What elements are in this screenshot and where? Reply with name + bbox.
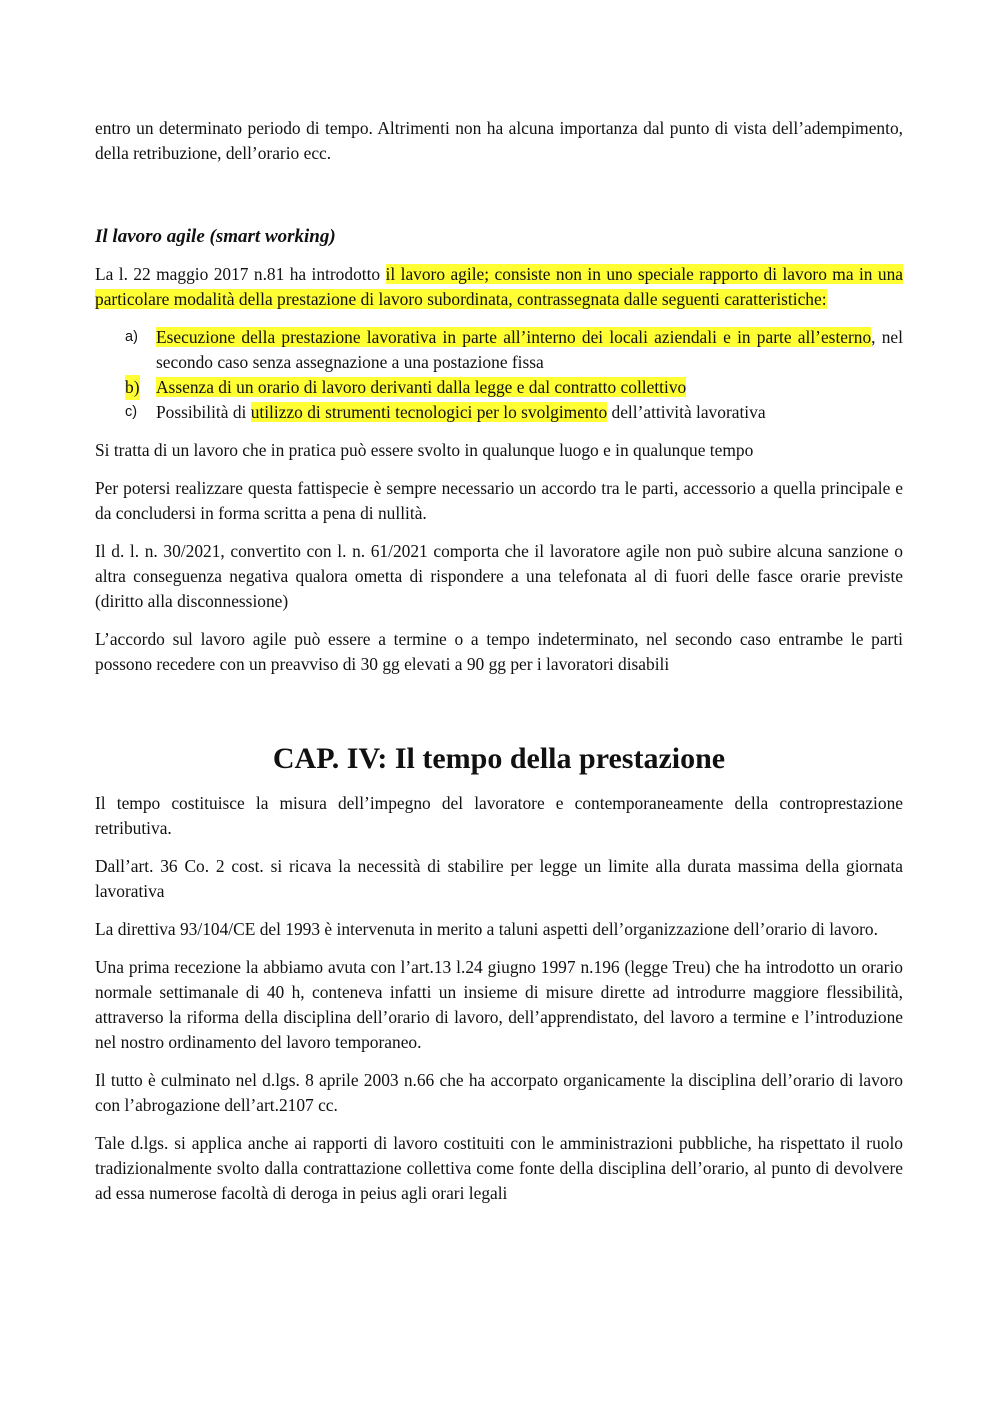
agile-paragraph-5: L’accordo sul lavoro agile può essere a termine o a tempo indeterminato, nel secondo caso entrambe le parti possono recedere con un preavviso di 30 gg elevati a 90 gg per i lavoratori disabili <box>95 629 903 674</box>
characteristics-list <box>95 325 903 425</box>
intro-paragraph: entro un determinato periodo di tempo. Altrimenti non ha alcuna importanza dal punto di vista dell’adempimento, della retribuzione, dell’orario ecc. <box>95 118 903 163</box>
chapter-paragraph: Una prima recezione la abbiamo avuta con l’art.13 l.24 giugno 1997 n.196 (legge Treu) che ha introdotto un orario normale settimanale di 40 h, conteneva infatti un insieme di misure dirette ad introdurre maggiore flessibilità, attraverso la riforma della disciplina dell’orario di lavoro, dell’apprendistato, del lavoro a termine e l’introduzione nel nostro ordinamento del lavoro temporaneo. <box>95 957 903 1052</box>
list-marker: b) <box>125 375 140 400</box>
chapter-paragraph: Tale d.lgs. si applica anche ai rapporti di lavoro costituiti con le amministrazioni pubbliche, ha rispettato il ruolo tradizionalmente svolto dalla contrattazione collettiva come fonte della disciplina dell’orario, al punto di devolvere ad essa numerose facoltà di deroga in peius agli orari legali <box>95 1133 903 1203</box>
list-item-highlight: Assenza di un orario di lavoro derivanti dalla legge e dal contratto collettivo <box>156 377 687 397</box>
agile-p1-plain: La l. 22 maggio 2017 n.81 ha introdotto <box>95 264 386 284</box>
agile-paragraph-1 <box>95 262 903 312</box>
chapter-paragraph: Dall’art. 36 Co. 2 cost. si ricava la necessità di stabilire per legge un limite alla durata massima della giornata lavorativa <box>95 856 903 901</box>
agile-p1-highlight: il lavoro agile; consiste non in uno speciale rapporto di lavoro ma in una particolare modalità della prestazione di lavoro subordinata, contrassegnata dalle seguenti caratteristiche: <box>95 264 903 309</box>
agile-paragraph-3: Per potersi realizzare questa fattispecie è sempre necessario un accordo tra le parti, accessorio a quella principale e da concludersi in forma scritta a pena di nullità. <box>95 478 903 523</box>
chapter-title: CAP. IV: Il tempo della prestazione <box>272 742 726 775</box>
list-item-highlight: utilizzo di strumenti tecnologici per lo svolgimento <box>250 402 608 422</box>
agile-paragraph-2: Si tratta di un lavoro che in pratica può essere svolto in qualunque luogo e in qualunque tempo <box>95 440 754 460</box>
agile-paragraph-4: Il d. l. n. 30/2021, convertito con l. n. 61/2021 comporta che il lavoratore agile non può subire alcuna sanzione o altra conseguenza negativa qualora ometta di rispondere a una telefonata al di fuori delle fasce orarie previste (diritto alla disconnessione) <box>95 541 903 611</box>
chapter-paragraph: La direttiva 93/104/CE del 1993 è intervenuta in merito a taluni aspetti dell’organizzazione dell’orario di lavoro. <box>95 919 878 939</box>
chapter-paragraph: Il tempo costituisce la misura dell’impegno del lavoratore e contemporaneamente della controprestazione retributiva. <box>95 793 903 838</box>
list-item-rest: , nel secondo caso senza assegnazione a una postazione fissa <box>156 327 903 372</box>
list-marker: a) <box>125 329 138 345</box>
list-item-pre: Possibilità di <box>156 402 251 422</box>
list-item <box>95 325 903 375</box>
chapter-paragraph: Il tutto è culminato nel d.lgs. 8 aprile 2003 n.66 che ha accorpato organicamente la disciplina dell’orario di lavoro con l’abrogazione dell’art.2107 cc. <box>95 1070 903 1115</box>
list-item <box>95 400 903 425</box>
section-heading-agile: Il lavoro agile (smart working) <box>95 226 336 247</box>
list-item <box>95 375 903 400</box>
list-marker: c) <box>125 404 138 420</box>
list-item-highlight: Esecuzione della prestazione lavorativa in parte all’interno dei locali aziendali e in parte all’esterno <box>156 327 872 347</box>
document-page <box>95 116 903 1206</box>
list-item-rest: dell’attività lavorativa <box>607 402 766 422</box>
